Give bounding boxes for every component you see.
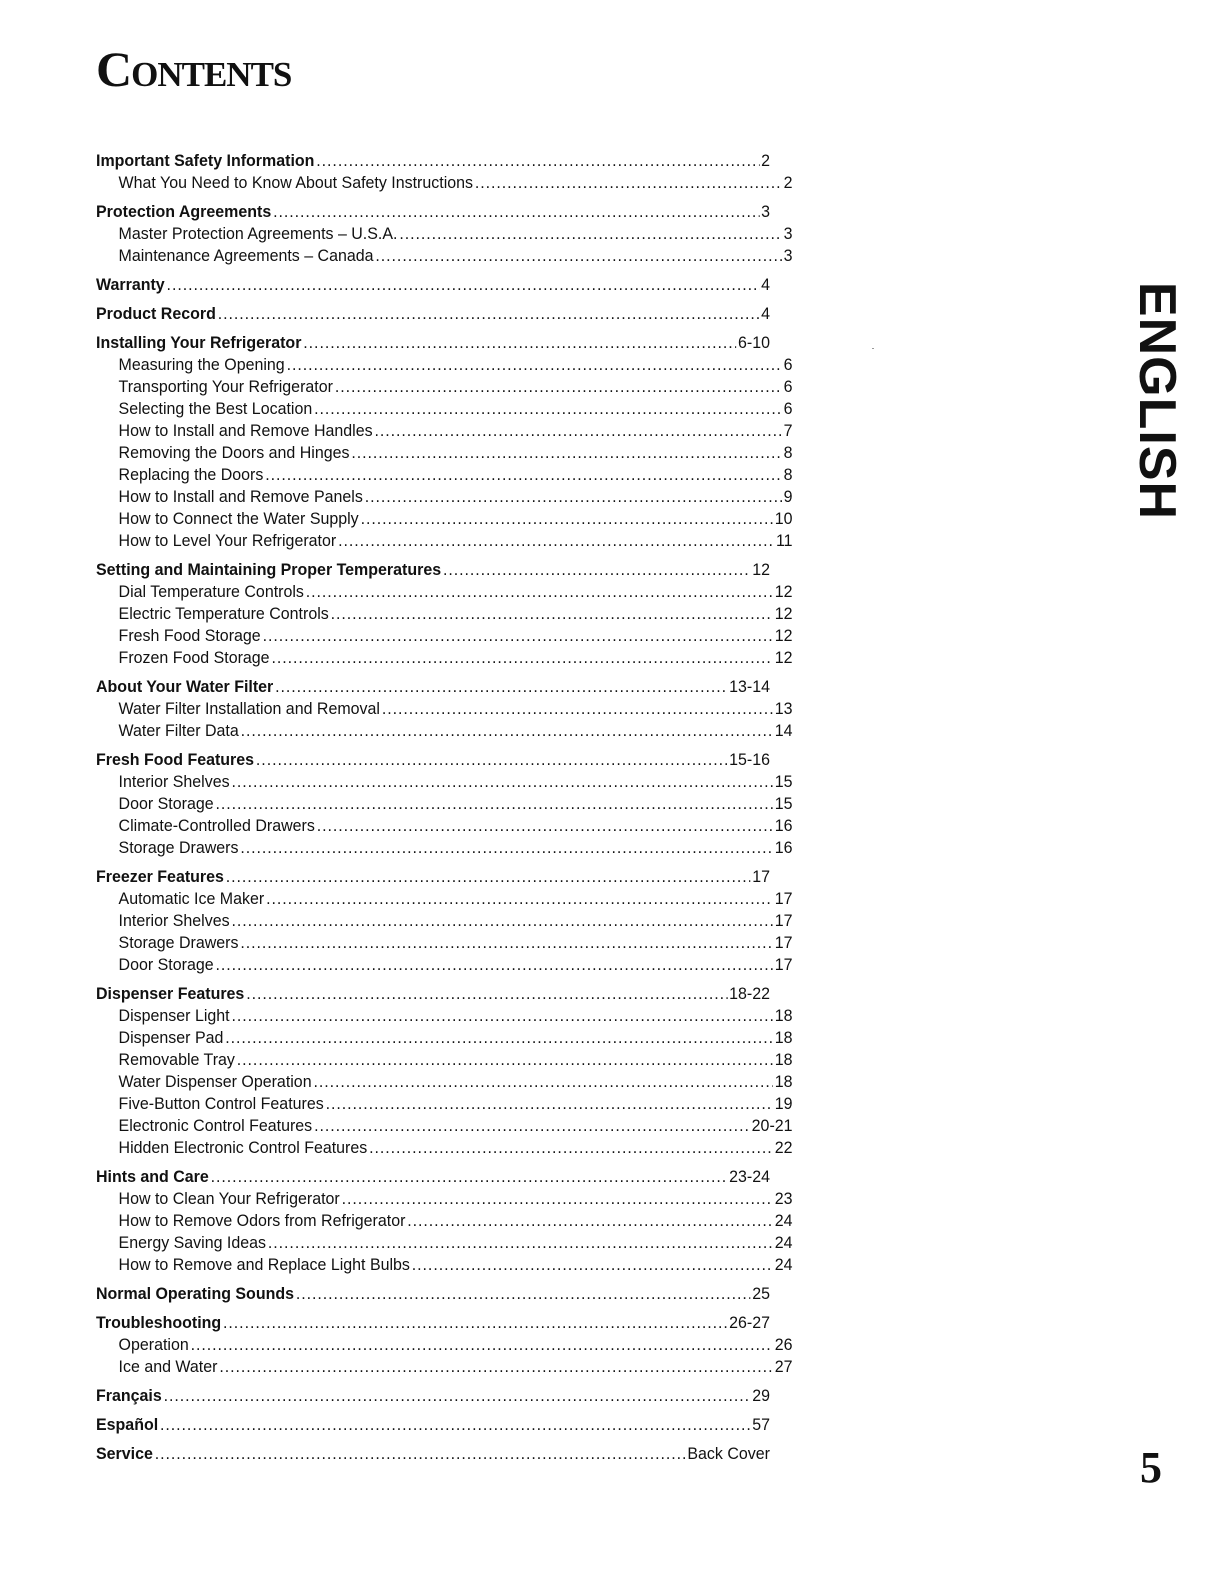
toc-entry-page: 15 (774, 794, 793, 813)
toc-section (96, 1166, 793, 1276)
toc-entry-title: How to Install and Remove Panels (118, 487, 363, 506)
toc-entry-page: 12 (752, 560, 770, 579)
toc-entry-title: Door Storage (118, 955, 214, 974)
toc-sub-entry (96, 720, 793, 742)
toc-entry-page: 25 (752, 1284, 770, 1303)
toc-sub-entry (96, 530, 793, 552)
dot-leader (365, 486, 782, 508)
dot-leader (374, 420, 781, 442)
dot-leader (331, 603, 773, 625)
toc-entry-title: Energy Saving Ideas (118, 1233, 267, 1252)
toc-entry-page: 20-21 (751, 1116, 793, 1135)
dot-leader (231, 771, 772, 793)
toc-entry-title: Five-Button Control Features (118, 1094, 324, 1113)
toc-main-entry (96, 1385, 770, 1407)
toc-entry-title: How to Install and Remove Handles (118, 421, 373, 440)
dot-leader (287, 354, 782, 376)
dot-leader (316, 150, 759, 172)
toc-entry-page: 18 (774, 1050, 793, 1069)
toc-sub-entry (96, 1027, 793, 1049)
toc-main-entry (96, 866, 770, 888)
toc-section (96, 1312, 793, 1378)
toc-main-entry (96, 1166, 770, 1188)
toc-main-entry (96, 1312, 770, 1334)
toc-entry-page: 6 (783, 377, 793, 396)
toc-sub-entry (96, 464, 793, 486)
toc-entry-title: Frozen Food Storage (118, 648, 270, 667)
toc-entry-title: How to Remove and Replace Light Bulbs (118, 1255, 410, 1274)
toc-main-entry (96, 274, 770, 296)
dot-leader (338, 530, 774, 552)
toc-entry-title: Español (96, 1415, 159, 1434)
toc-section (96, 150, 793, 194)
toc-section (96, 1385, 770, 1407)
dot-leader (306, 581, 773, 603)
dot-leader (443, 559, 750, 581)
toc-entry-title: Measuring the Opening (118, 355, 285, 374)
toc-entry-title: Electronic Control Features (118, 1116, 313, 1135)
toc-entry-page: 26 (774, 1335, 793, 1354)
toc-sub-entry (96, 486, 793, 508)
toc-sub-entry (96, 172, 793, 194)
toc-sub-entry (96, 1210, 793, 1232)
toc-entry-title: Replacing the Doors (118, 465, 264, 484)
toc-entry-page: 4 (761, 275, 770, 294)
toc-entry-title: Ice and Water (118, 1357, 218, 1376)
toc-section (96, 303, 770, 325)
dot-leader (256, 749, 727, 771)
dot-leader (167, 274, 760, 296)
page-number: 5 (1140, 1443, 1162, 1492)
dot-leader (275, 676, 727, 698)
toc-entry-page: 23 (774, 1189, 793, 1208)
toc-entry-title: Fresh Food Features (96, 750, 255, 769)
toc-entry-page: Back Cover (687, 1444, 770, 1463)
toc-sub-entry (96, 376, 793, 398)
dot-leader (313, 1071, 772, 1093)
dot-leader (226, 866, 751, 888)
toc-entry-page: 15 (774, 772, 793, 791)
toc-sub-entry (96, 1071, 793, 1093)
toc-entry-title: Hints and Care (96, 1167, 209, 1186)
toc-entry-title: Door Storage (118, 794, 214, 813)
toc-entry-title: Master Protection Agreements – U.S.A. (118, 224, 398, 243)
toc-section (96, 1414, 770, 1436)
toc-sub-entry (96, 932, 793, 954)
toc-entry-page: 8 (783, 443, 793, 462)
toc-sub-entry (96, 815, 793, 837)
toc-section (96, 274, 770, 296)
toc-entry-title: Installing Your Refrigerator (96, 333, 302, 352)
toc-entry-page: 23-24 (729, 1167, 770, 1186)
toc-section (96, 559, 793, 669)
toc-sub-entry (96, 581, 793, 603)
dot-leader (475, 172, 782, 194)
toc-entry-title: Automatic Ice Maker (118, 889, 265, 908)
toc-entry-title: Electric Temperature Controls (118, 604, 329, 623)
table-of-contents (96, 150, 793, 1472)
toc-entry-page: 24 (774, 1233, 793, 1252)
dot-leader (361, 508, 773, 530)
dot-leader (303, 332, 736, 354)
toc-section (96, 983, 793, 1159)
toc-main-entry (96, 150, 770, 172)
toc-entry-title: Normal Operating Sounds (96, 1284, 295, 1303)
toc-section (96, 866, 793, 976)
toc-sub-entry (96, 954, 793, 976)
toc-sub-entry (96, 1232, 793, 1254)
toc-entry-title: Dial Temperature Controls (118, 582, 304, 601)
dot-leader (369, 1137, 773, 1159)
toc-sub-entry (96, 771, 793, 793)
toc-entry-title: How to Remove Odors from Refrigerator (118, 1211, 406, 1230)
dot-leader (223, 1312, 727, 1334)
dot-leader (268, 1232, 773, 1254)
toc-entry-page: 2 (761, 151, 770, 170)
toc-entry-title: Selecting the Best Location (118, 399, 313, 418)
toc-entry-page: 12 (774, 582, 793, 601)
toc-entry-title: Protection Agreements (96, 202, 272, 221)
dot-leader (240, 837, 773, 859)
toc-entry-title: Troubleshooting (96, 1313, 222, 1332)
toc-main-entry (96, 303, 770, 325)
toc-entry-page: 17 (774, 933, 793, 952)
language-label-text: ENGLISH (1128, 281, 1187, 521)
dot-leader (240, 932, 773, 954)
toc-entry-page: 12 (774, 604, 793, 623)
toc-main-entry (96, 1443, 770, 1465)
toc-sub-entry (96, 1254, 793, 1276)
toc-entry-title: Important Safety Information (96, 151, 315, 170)
toc-entry-page: 24 (774, 1255, 793, 1274)
toc-entry-page: 6 (783, 355, 793, 374)
toc-entry-page: 14 (774, 721, 793, 740)
toc-sub-entry (96, 1049, 793, 1071)
toc-entry-page: 17 (774, 889, 793, 908)
toc-entry-title: Water Dispenser Operation (118, 1072, 312, 1091)
dot-leader (375, 245, 781, 267)
toc-sub-entry (96, 398, 793, 420)
toc-sub-entry (96, 223, 793, 245)
toc-entry-title: Climate-Controlled Drawers (118, 816, 315, 835)
toc-entry-page: 17 (774, 955, 793, 974)
toc-entry-page: 17 (752, 867, 770, 886)
toc-entry-page: 6-10 (737, 333, 770, 352)
toc-entry-page: 13 (774, 699, 793, 718)
dot-leader (314, 398, 782, 420)
toc-entry-page: 17 (774, 911, 793, 930)
dot-leader (231, 1005, 772, 1027)
toc-sub-entry (96, 420, 793, 442)
scan-speck (872, 348, 874, 349)
toc-entry-page: 29 (752, 1386, 770, 1405)
toc-entry-title: How to Connect the Water Supply (118, 509, 359, 528)
toc-entry-title: Hidden Electronic Control Features (118, 1138, 368, 1157)
toc-entry-page: 13-14 (729, 677, 770, 696)
toc-entry-page: 9 (783, 487, 793, 506)
toc-main-entry (96, 559, 770, 581)
toc-entry-page: 18-22 (729, 984, 770, 1003)
toc-main-entry (96, 749, 770, 771)
dot-leader (164, 1385, 751, 1407)
toc-entry-page: 15-16 (729, 750, 770, 769)
toc-sub-entry (96, 1093, 793, 1115)
dot-leader (296, 1283, 750, 1305)
toc-entry-page: 6 (783, 399, 793, 418)
dot-leader (218, 303, 759, 325)
toc-entry-page: 8 (783, 465, 793, 484)
toc-sub-entry (96, 1115, 793, 1137)
dot-leader (160, 1414, 750, 1436)
toc-entry-page: 3 (761, 202, 770, 221)
toc-sub-entry (96, 910, 793, 932)
toc-section (96, 332, 793, 552)
toc-entry-title: Maintenance Agreements – Canada (118, 246, 374, 265)
toc-entry-page: 27 (774, 1357, 793, 1376)
dot-leader (317, 815, 773, 837)
toc-entry-title: What You Need to Know About Safety Instructions (118, 173, 474, 192)
toc-entry-page: 16 (774, 838, 793, 857)
toc-entry-page: 12 (774, 648, 793, 667)
dot-leader (265, 464, 782, 486)
toc-sub-entry (96, 837, 793, 859)
toc-main-entry (96, 1414, 770, 1436)
toc-main-entry (96, 983, 770, 1005)
dot-leader (412, 1254, 773, 1276)
toc-section (96, 749, 793, 859)
toc-entry-page: 57 (752, 1415, 770, 1434)
dot-leader (314, 1115, 750, 1137)
toc-entry-page: 22 (774, 1138, 793, 1157)
toc-entry-title: Interior Shelves (118, 911, 230, 930)
toc-entry-page: 3 (783, 246, 793, 265)
toc-entry-title: Freezer Features (96, 867, 224, 886)
toc-section (96, 1443, 770, 1465)
toc-entry-page: 2 (783, 173, 793, 192)
toc-entry-page: 12 (774, 626, 793, 645)
toc-section (96, 201, 793, 267)
toc-main-entry (96, 201, 770, 223)
toc-section (96, 676, 793, 742)
dot-leader (241, 720, 773, 742)
toc-entry-page: 4 (761, 304, 770, 323)
dot-leader (335, 376, 782, 398)
toc-entry-title: Warranty (96, 275, 165, 294)
toc-sub-entry (96, 793, 793, 815)
toc-entry-title: Interior Shelves (118, 772, 230, 791)
toc-entry-title: Storage Drawers (118, 838, 239, 857)
toc-entry-page: 24 (774, 1211, 793, 1230)
toc-sub-entry (96, 1334, 793, 1356)
dot-leader (382, 698, 773, 720)
toc-main-entry (96, 1283, 770, 1305)
toc-sub-entry (96, 442, 793, 464)
toc-section (96, 1283, 770, 1305)
toc-entry-title: Dispenser Pad (118, 1028, 224, 1047)
dot-leader (215, 954, 772, 976)
toc-entry-title: Storage Drawers (118, 933, 239, 952)
toc-sub-entry (96, 647, 793, 669)
toc-sub-entry (96, 508, 793, 530)
dot-leader (351, 442, 781, 464)
toc-sub-entry (96, 698, 793, 720)
dot-leader (399, 223, 781, 245)
toc-entry-page: 10 (774, 509, 793, 528)
toc-entry-page: 18 (774, 1072, 793, 1091)
toc-sub-entry (96, 1188, 793, 1210)
language-side-label (1112, 281, 1202, 521)
dot-leader (211, 1166, 728, 1188)
toc-entry-page: 18 (774, 1006, 793, 1025)
dot-leader (215, 793, 772, 815)
dot-leader (191, 1334, 773, 1356)
toc-entry-title: Français (96, 1386, 162, 1405)
dot-leader (225, 1027, 773, 1049)
dot-leader (219, 1356, 773, 1378)
toc-entry-title: Setting and Maintaining Proper Temperatures (96, 560, 442, 579)
toc-entry-title: How to Level Your Refrigerator (118, 531, 337, 550)
toc-sub-entry (96, 1137, 793, 1159)
page-title: Contents (96, 41, 292, 97)
dot-leader (231, 910, 772, 932)
dot-leader (407, 1210, 773, 1232)
dot-leader (326, 1093, 773, 1115)
toc-entry-title: Fresh Food Storage (118, 626, 261, 645)
toc-entry-page: 26-27 (729, 1313, 770, 1332)
toc-entry-title: Product Record (96, 304, 216, 323)
toc-sub-entry (96, 1356, 793, 1378)
dot-leader (263, 625, 773, 647)
toc-sub-entry (96, 603, 793, 625)
toc-entry-page: 16 (774, 816, 793, 835)
toc-entry-title: Water Filter Data (118, 721, 239, 740)
dot-leader (342, 1188, 773, 1210)
toc-entry-title: How to Clean Your Refrigerator (118, 1189, 340, 1208)
toc-entry-title: Dispenser Light (118, 1006, 230, 1025)
toc-entry-title: Removable Tray (118, 1050, 235, 1069)
toc-entry-page: 19 (774, 1094, 793, 1113)
toc-sub-entry (96, 354, 793, 376)
toc-entry-page: 18 (774, 1028, 793, 1047)
toc-sub-entry (96, 625, 793, 647)
dot-leader (266, 888, 773, 910)
toc-sub-entry (96, 245, 793, 267)
toc-sub-entry (96, 888, 793, 910)
dot-leader (271, 647, 772, 669)
toc-entry-title: Service (96, 1444, 153, 1463)
dot-leader (155, 1443, 686, 1465)
toc-main-entry (96, 676, 770, 698)
toc-entry-page: 7 (783, 421, 793, 440)
toc-entry-page: 3 (783, 224, 793, 243)
toc-entry-title: About Your Water Filter (96, 677, 274, 696)
dot-leader (273, 201, 759, 223)
dot-leader (237, 1049, 773, 1071)
toc-entry-page: 11 (775, 531, 793, 550)
toc-entry-title: Dispenser Features (96, 984, 245, 1003)
toc-entry-title: Operation (118, 1335, 189, 1354)
toc-entry-title: Water Filter Installation and Removal (118, 699, 380, 718)
toc-entry-title: Transporting Your Refrigerator (118, 377, 333, 396)
dot-leader (246, 983, 727, 1005)
toc-main-entry (96, 332, 770, 354)
toc-sub-entry (96, 1005, 793, 1027)
toc-entry-title: Removing the Doors and Hinges (118, 443, 350, 462)
